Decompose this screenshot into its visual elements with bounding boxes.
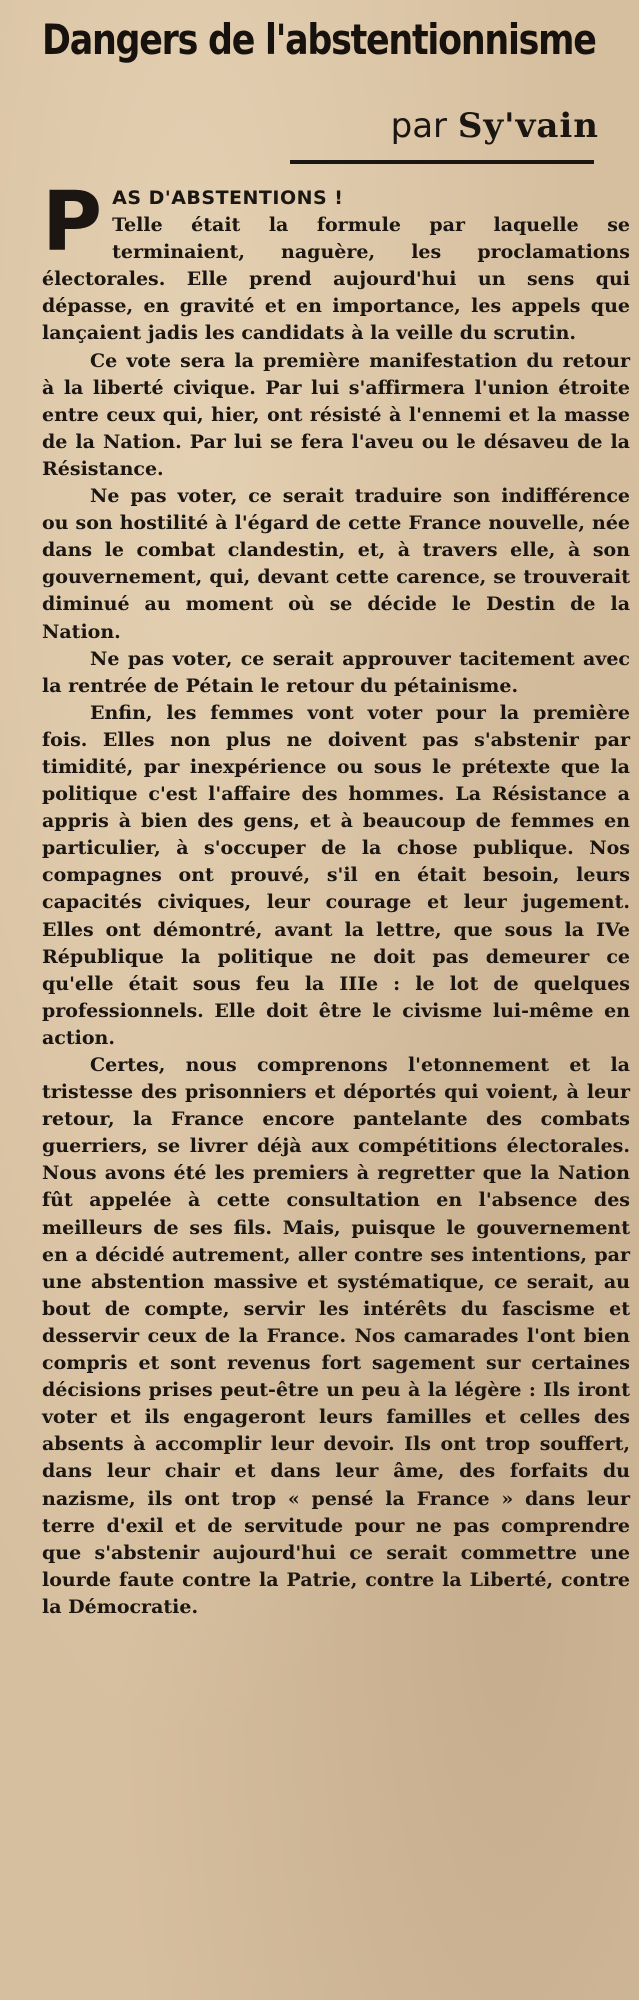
paragraph-women-vote: Enfin, les femmes vont voter pour la première fois. Elles non plus ne doivent pas s'abstenir par timidité, par inexpérience ou sous le prétexte que la politique c'est l'affaire des hommes. La Résistance a appris à bien des gens, et à beaucoup de femmes en particulier, à s'occuper de la chose publique. Nos compagnes ont prouvé, s'il en était besoin, leurs capacités civiques, leur courage et leur jugement. Elles ont démontré, avant la lettre, que sous la IVe République la politique ne doit pas demeurer ce qu'elle était sous feu la IIIe : le lot de quelques professionnels. Elle doit être le civisme lui-même en action. bbox=[42, 701, 630, 1049]
title-rule bbox=[290, 160, 594, 164]
paragraph-not-voting-petain: Ne pas voter, ce serait approuver tacitement avec la rentrée de Pétain le retour du pétainisme. bbox=[42, 647, 630, 697]
lead-paragraph bbox=[42, 175, 630, 348]
drop-cap: P bbox=[42, 175, 103, 270]
author-name: Sy'vain bbox=[457, 106, 599, 146]
byline-prefix: par bbox=[390, 106, 448, 146]
paragraph-prisoners-deportees: Certes, nous comprenons l'etonnement et la tristesse des prisonniers et déportés qui voient, à leur retour, la France encore pantelante des combats guerriers, se livrer déjà aux compétitions électorales. Nous avons été les premiers à regretter que la Nation fût appelée à cette consultation en l'absence des meilleurs de ses fils. Mais, puisque le gouvernement en a décidé autrement, aller contre ses intentions, par une abstention massive et systématique, ce serait, au bout de compte, servir les intérêts du fascisme et desservir ceux de la France. Nos camarades l'ont bien compris et sont revenus fort sagement sur certaines décisions prises peut-être un peu à la légère : Ils iront voter et ils engageront leurs familles et celles des absents à accomplir leur devoir. Ils ont trop souffert, dans leur chair et dans leur âme, des forfaits du nazisme, ils ont trop « pensé la France » dans leur terre d'exil et de servitude pour ne pas comprendre que s'abstenir aujourd'hui ce serait commettre une lourde faute contre la Patrie, contre la Liberté, contre la Démocratie. bbox=[42, 1054, 630, 1618]
paragraph-not-voting-indifference: Ne pas voter, ce serait traduire son indifférence ou son hostilité à l'égard de cette France nouvelle, née dans le combat clandestin, et, à travers elle, à son gouvernement, qui, devant cette carence, se trouverait diminué au moment où se décide le Destin de la Nation. bbox=[42, 485, 630, 643]
lead-heading: AS D'ABSTENTIONS ! bbox=[112, 187, 344, 209]
article-body bbox=[42, 175, 630, 1621]
paragraph-vote-liberty: Ce vote sera la première manifestation du retour à la liberté civique. Par lui s'affirmera l'union étroite entre ceux qui, hier, ont résisté à l'ennemi et la masse de la Nation. Par lui se fera l'aveu ou le désaveu de la Résistance. bbox=[42, 349, 630, 480]
lead-text: Telle était la formule par laquelle se terminaient, naguère, les proclamations électorales. Elle prend aujourd'hui un sens qui dépasse, en gravité et en importance, les appels que lançaient jadis les candidats à la veille du scrutin. bbox=[42, 214, 630, 345]
article-title: Dangers de l'abstentionnisme bbox=[42, 15, 596, 64]
byline bbox=[391, 106, 599, 146]
